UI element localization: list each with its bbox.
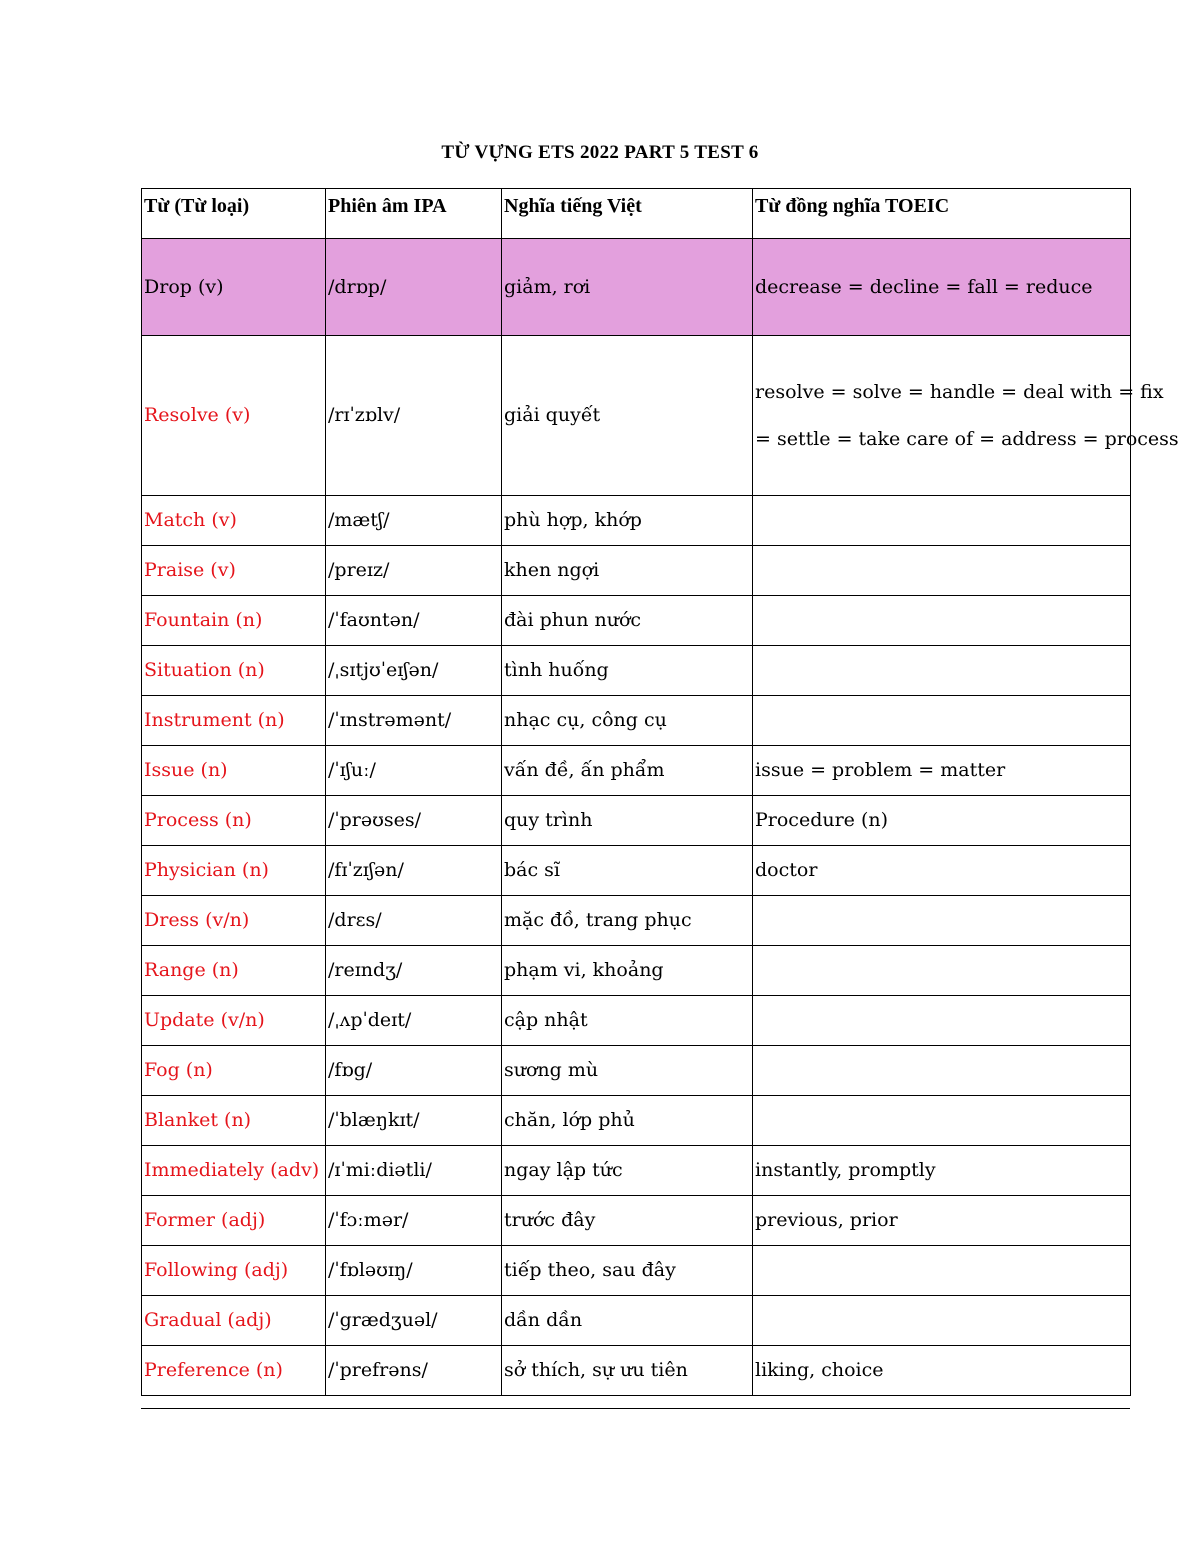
cell-ipa: /mætʃ/ bbox=[326, 496, 502, 546]
synonym-line: liking, choice bbox=[755, 1359, 884, 1382]
table-bottom-rule bbox=[141, 1408, 1130, 1409]
synonym-line: previous, prior bbox=[755, 1209, 898, 1232]
cell-synonyms bbox=[753, 696, 1131, 746]
table-row bbox=[142, 696, 1131, 746]
cell-synonyms bbox=[753, 1246, 1131, 1296]
cell-ipa: /ˈblæŋkɪt/ bbox=[326, 1096, 502, 1146]
cell-ipa: /ˈɪʃuː/ bbox=[326, 746, 502, 796]
cell-synonyms bbox=[753, 1296, 1131, 1346]
cell-meaning: nhạc cụ, công cụ bbox=[502, 696, 753, 746]
cell-meaning: bác sĩ bbox=[502, 846, 753, 896]
table-row bbox=[142, 646, 1131, 696]
cell-meaning: phạm vi, khoảng bbox=[502, 946, 753, 996]
table-row bbox=[142, 336, 1131, 496]
table-row bbox=[142, 746, 1131, 796]
cell-word: Praise (v) bbox=[142, 546, 326, 596]
cell-ipa: /ˈprəʊses/ bbox=[326, 796, 502, 846]
cell-word: Following (adj) bbox=[142, 1246, 326, 1296]
cell-meaning: quy trình bbox=[502, 796, 753, 846]
header-synonyms: Từ đồng nghĩa TOEIC bbox=[753, 189, 1131, 239]
cell-ipa: /preɪz/ bbox=[326, 546, 502, 596]
cell-word: Former (adj) bbox=[142, 1196, 326, 1246]
cell-word: Drop (v) bbox=[142, 239, 326, 336]
cell-meaning: tiếp theo, sau đây bbox=[502, 1246, 753, 1296]
cell-synonyms bbox=[753, 1146, 1131, 1196]
cell-synonyms bbox=[753, 1046, 1131, 1096]
cell-ipa: /ˈɪnstrəmənt/ bbox=[326, 696, 502, 746]
header-word: Từ (Từ loại) bbox=[142, 189, 326, 239]
cell-word: Match (v) bbox=[142, 496, 326, 546]
cell-meaning: phù hợp, khớp bbox=[502, 496, 753, 546]
cell-ipa: /ˈfɒləʊɪŋ/ bbox=[326, 1246, 502, 1296]
cell-meaning: sương mù bbox=[502, 1046, 753, 1096]
table-row bbox=[142, 1346, 1131, 1396]
header-ipa: Phiên âm IPA bbox=[326, 189, 502, 239]
table-row bbox=[142, 1146, 1131, 1196]
cell-word: Resolve (v) bbox=[142, 336, 326, 496]
cell-word: Fog (n) bbox=[142, 1046, 326, 1096]
synonym-line: doctor bbox=[755, 859, 818, 882]
table-row bbox=[142, 996, 1131, 1046]
cell-ipa: /drɛs/ bbox=[326, 896, 502, 946]
cell-ipa: /ˈfɔːmər/ bbox=[326, 1196, 502, 1246]
table-row bbox=[142, 1196, 1131, 1246]
cell-meaning: ngay lập tức bbox=[502, 1146, 753, 1196]
cell-synonyms bbox=[753, 846, 1131, 896]
table-row bbox=[142, 946, 1131, 996]
synonym-line: resolve = solve = handle = deal with = fix bbox=[755, 381, 1164, 403]
synonym-line: issue = problem = matter bbox=[755, 759, 1006, 782]
cell-meaning: mặc đồ, trang phục bbox=[502, 896, 753, 946]
cell-synonyms bbox=[753, 946, 1131, 996]
cell-ipa: /fɪˈzɪʃən/ bbox=[326, 846, 502, 896]
cell-meaning: tình huống bbox=[502, 646, 753, 696]
cell-synonyms bbox=[753, 239, 1131, 336]
synonym-line: instantly, promptly bbox=[755, 1159, 936, 1182]
cell-ipa: /reɪndʒ/ bbox=[326, 946, 502, 996]
cell-word: Issue (n) bbox=[142, 746, 326, 796]
table-row bbox=[142, 1296, 1131, 1346]
page-title: TỪ VỰNG ETS 2022 PART 5 TEST 6 bbox=[441, 142, 759, 163]
cell-word: Dress (v/n) bbox=[142, 896, 326, 946]
cell-ipa: /drɒp/ bbox=[326, 239, 502, 336]
cell-word: Physician (n) bbox=[142, 846, 326, 896]
cell-word: Preference (n) bbox=[142, 1346, 326, 1396]
cell-word: Update (v/n) bbox=[142, 996, 326, 1046]
cell-meaning: giảm, rơi bbox=[502, 239, 753, 336]
cell-ipa: /rɪˈzɒlv/ bbox=[326, 336, 502, 496]
cell-synonyms bbox=[753, 1096, 1131, 1146]
cell-word: Process (n) bbox=[142, 796, 326, 846]
cell-meaning: cập nhật bbox=[502, 996, 753, 1046]
cell-ipa: /ˈgrædʒuəl/ bbox=[326, 1296, 502, 1346]
cell-ipa: /ˌʌpˈdeɪt/ bbox=[326, 996, 502, 1046]
cell-ipa: /ɪˈmiːdiətli/ bbox=[326, 1146, 502, 1196]
cell-word: Blanket (n) bbox=[142, 1096, 326, 1146]
cell-synonyms bbox=[753, 496, 1131, 546]
synonym-line: Procedure (n) bbox=[755, 809, 889, 832]
cell-ipa: /ˈprefrəns/ bbox=[326, 1346, 502, 1396]
cell-meaning: dần dần bbox=[502, 1296, 753, 1346]
cell-word: Instrument (n) bbox=[142, 696, 326, 746]
synonym-line: = settle = take care of = address = process bbox=[755, 427, 1179, 450]
vocabulary-table bbox=[141, 188, 1179, 1396]
cell-ipa: /ˈfaʊntən/ bbox=[326, 596, 502, 646]
cell-synonyms bbox=[753, 646, 1131, 696]
cell-word: Gradual (adj) bbox=[142, 1296, 326, 1346]
table-row bbox=[142, 796, 1131, 846]
header-meaning: Nghĩa tiếng Việt bbox=[502, 189, 753, 239]
table-row bbox=[142, 896, 1131, 946]
cell-synonyms bbox=[753, 746, 1131, 796]
cell-meaning: trước đây bbox=[502, 1196, 753, 1246]
cell-meaning: giải quyết bbox=[502, 336, 753, 496]
cell-synonyms bbox=[753, 336, 1179, 496]
cell-synonyms bbox=[753, 996, 1131, 1046]
cell-synonyms bbox=[753, 596, 1131, 646]
cell-synonyms bbox=[753, 1346, 1131, 1396]
table-row bbox=[142, 1096, 1131, 1146]
cell-meaning: đài phun nước bbox=[502, 596, 753, 646]
cell-synonyms bbox=[753, 1196, 1131, 1246]
table-body bbox=[142, 239, 1179, 1396]
table-row bbox=[142, 596, 1131, 646]
table-header-row bbox=[142, 189, 1131, 239]
table-row bbox=[142, 546, 1131, 596]
table-row bbox=[142, 496, 1131, 546]
table-row bbox=[142, 1046, 1131, 1096]
cell-meaning: sở thích, sự ưu tiên bbox=[502, 1346, 753, 1396]
cell-meaning: khen ngợi bbox=[502, 546, 753, 596]
table-row bbox=[142, 239, 1131, 336]
cell-meaning: chăn, lớp phủ bbox=[502, 1096, 753, 1146]
cell-synonyms bbox=[753, 546, 1131, 596]
cell-word: Fountain (n) bbox=[142, 596, 326, 646]
cell-ipa: /ˌsɪtjʊˈeɪʃən/ bbox=[326, 646, 502, 696]
cell-synonyms bbox=[753, 796, 1131, 846]
cell-word: Situation (n) bbox=[142, 646, 326, 696]
synonym-line: decrease = decline = fall = reduce bbox=[755, 275, 1093, 298]
cell-word: Range (n) bbox=[142, 946, 326, 996]
cell-synonyms bbox=[753, 896, 1131, 946]
cell-word: Immediately (adv) bbox=[142, 1146, 326, 1196]
cell-meaning: vấn đề, ấn phẩm bbox=[502, 746, 753, 796]
table-row bbox=[142, 1246, 1131, 1296]
table-row bbox=[142, 846, 1131, 896]
cell-ipa: /fɒg/ bbox=[326, 1046, 502, 1096]
